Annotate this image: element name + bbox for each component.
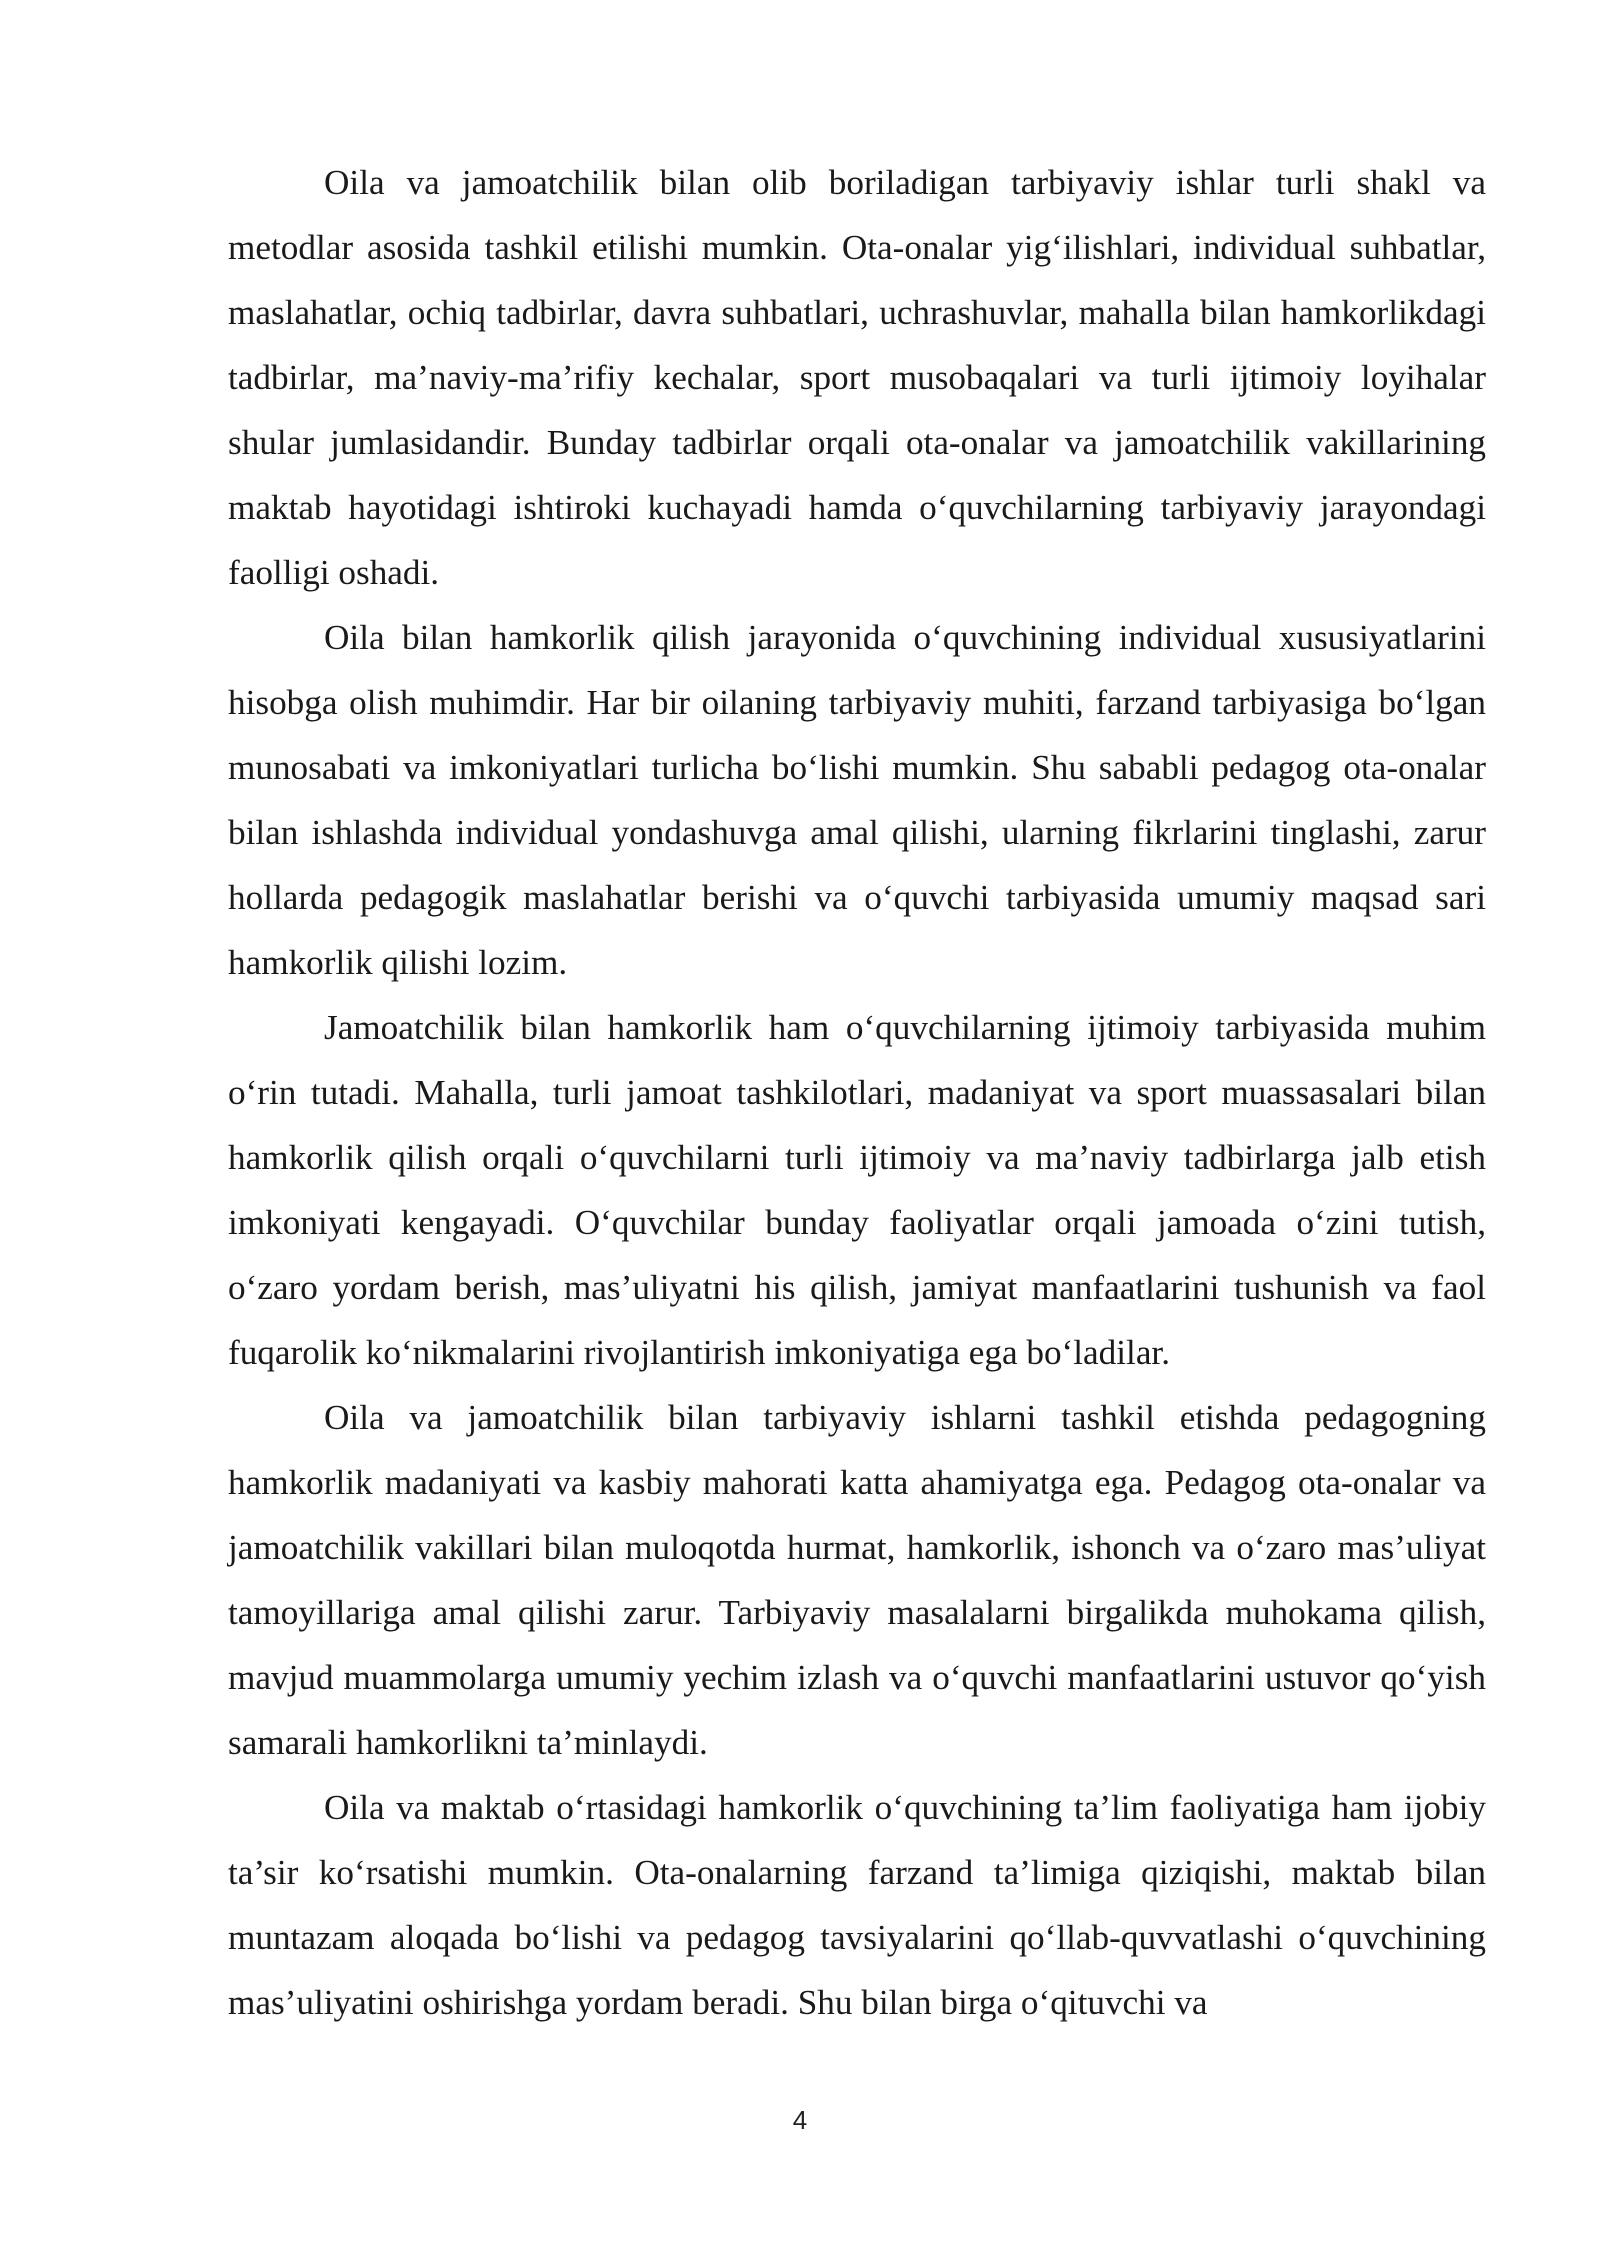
paragraph-4: Oila va jamoatchilik bilan tarbiyaviy ishlarni tashkil etishda pedagogning hamkorlik madaniyati va kasbiy mahorati katta ahamiyatga ega. Pedagog ota-onalar va jamoatchilik vakillari bilan muloqotda hurmat, hamkorlik, ishonch va o‘zaro mas’uliyat tamoyillariga amal qilishi zarur. Tarbiyaviy masalalarni birgalikda muhokama qilish, mavjud muammolarga umumiy yechim izlash va o‘quvchi manfaatlarini ustuvor qo‘yish samarali hamkorlikni ta’minlaydi. [228, 1398, 1486, 1762]
page-number: 4 [792, 2105, 808, 2135]
paragraph-5: Oila va maktab o‘rtasidagi hamkorlik o‘quvchining ta’lim faoliyatiga ham ijobiy ta’sir ko‘rsatishi mumkin. Ota-onalarning farzand ta’limiga qiziqishi, maktab bilan muntazam aloqada bo‘lishi va pedagog tavsiyalarini qo‘llab-quvvatlashi o‘quvchining mas’uliyatini oshirishga yordam beradi. Shu bilan birga o‘qituvchi va [228, 1788, 1486, 2022]
paragraph-1: Oila va jamoatchilik bilan olib boriladigan tarbiyaviy ishlar turli shakl va metodlar asosida tashkil etilishi mumkin. Ota-onalar yig‘ilishlari, individual suhbatlar, maslahatlar, ochiq tadbirlar, davra suhbatlari, uchrashuvlar, mahalla bilan hamkorlikdagi tadbirlar, ma’naviy-ma’rifiy kechalar, sport musobaqalari va turli ijtimoiy loyihalar shular jumlasidandir. Bunday tadbirlar orqali ota-onalar va jamoatchilik vakillarining maktab hayotidagi ishtiroki kuchayadi hamda o‘quvchilarning tarbiyaviy jarayondagi faolligi oshadi. [228, 163, 1486, 592]
paragraph-3: Jamoatchilik bilan hamkorlik ham o‘quvchilarning ijtimoiy tarbiyasida muhim o‘rin tutadi. Mahalla, turli jamoat tashkilotlari, madaniyat va sport muassasalari bilan hamkorlik qilish orqali o‘quvchilarni turli ijtimoiy va ma’naviy tadbirlarga jalb etish imkoniyati kengayadi. O‘quvchilar bunday faoliyatlar orqali jamoada o‘zini tutish, o‘zaro yordam berish, mas’uliyatni his qilish, jamiyat manfaatlarini tushunish va faol fuqarolik ko‘nikmalarini rivojlantirish imkoniyatiga ega bo‘ladilar. [228, 1008, 1486, 1372]
paragraph-2: Oila bilan hamkorlik qilish jarayonida o‘quvchining individual xususiyatlarini hisobga olish muhimdir. Har bir oilaning tarbiyaviy muhiti, farzand tarbiyasiga bo‘lgan munosabati va imkoniyatlari turlicha bo‘lishi mumkin. Shu sababli pedagog ota-onalar bilan ishlashda individual yondashuvga amal qilishi, ularning fikrlarini tinglashi, zarur hollarda pedagogik maslahatlar berishi va o‘quvchi tarbiyasida umumiy maqsad sari hamkorlik qilishi lozim. [228, 618, 1486, 982]
body-text [228, 150, 1486, 2035]
